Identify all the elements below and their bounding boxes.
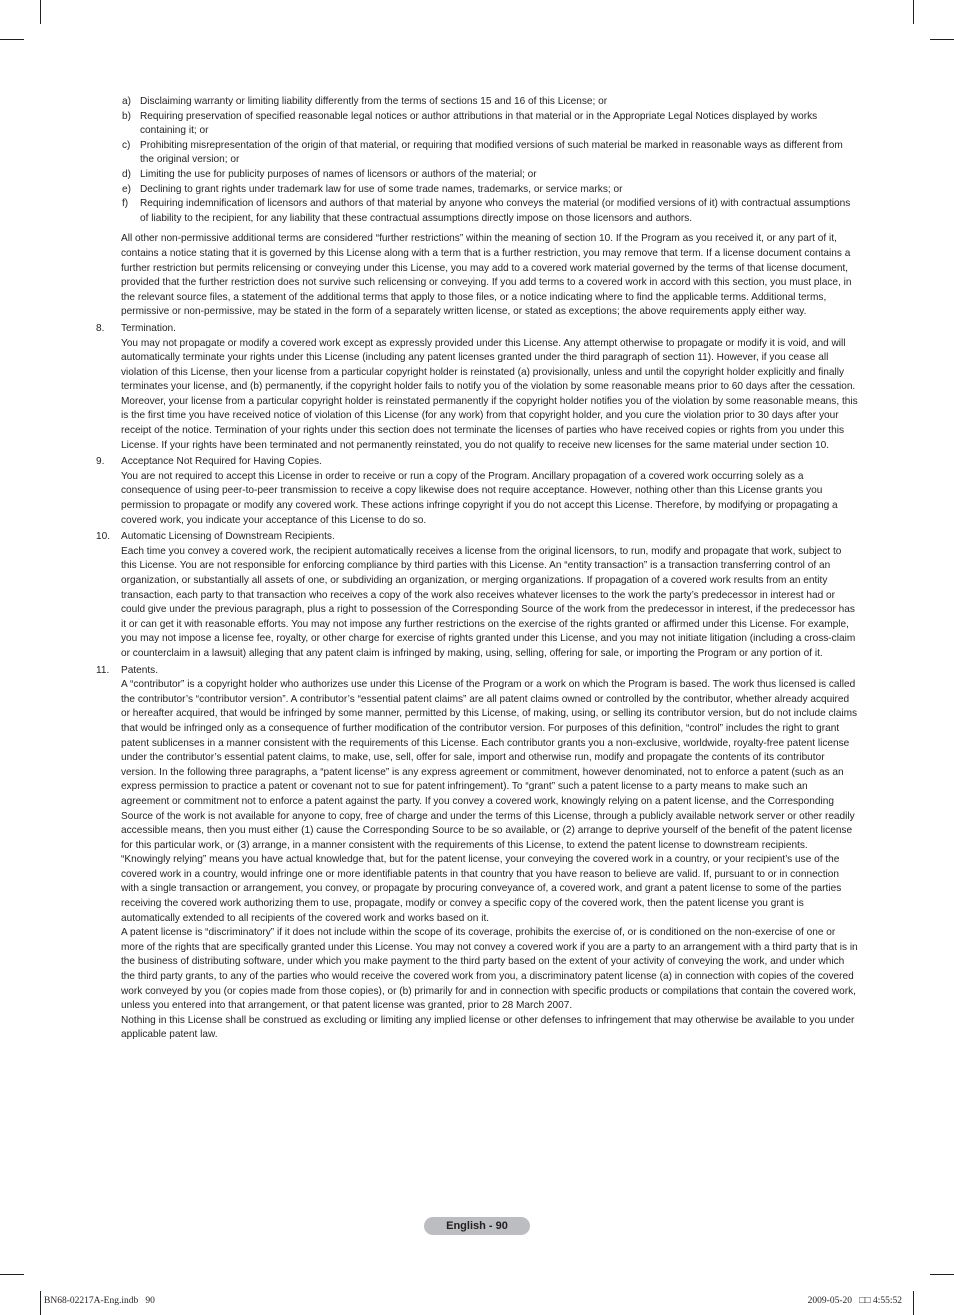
further-restrictions-paragraph: All other non-permissive additional terms are considered “further restrictions” within the meaning of section 10. If the Program as you received it, or any part of it, contains a notice stating that it is governed by this License along with a term that is a further restriction, you may remove that term. If a license document contains a further restriction but permits relicensing or conveying under this License, you may add to a covered work material governed by the terms of that license document, provided that the further restriction does not survive such relicensing or conveying. If you add terms to a covered work in accord with this section, you must place, in the relevant source files, a statement of the additional terms that apply to those files, or a notice indicating where to find the applicable terms. Additional terms, permissive or non-permissive, may be stated in the form of a separately written license, or stated as exceptions; the above requirements apply either way.: [121, 233, 852, 318]
list-item-text: Limiting the use for publicity purposes of names of licensors or authors of the material; or: [140, 168, 537, 180]
section-number: 11.: [96, 664, 110, 676]
list-item: [96, 183, 858, 198]
section-title: Acceptance Not Required for Having Copies.: [121, 456, 322, 468]
list-item-text: Requiring preservation of specified reasonable legal notices or author attributions in that material or in the Appropriate Legal Notices displayed by works containing it; or: [140, 110, 818, 137]
list-item-label: e): [122, 183, 131, 195]
list-item: [96, 110, 858, 139]
section-title: Patents.: [121, 664, 159, 676]
list-item-text: Requiring indemnification of licensors and authors of that material by anyone who conveys the material (or modified versions of it) with contractual assumptions of liability to the recipient, for any liability that these contractual assumptions directly impose on those licensors and authors.: [140, 198, 851, 224]
list-item-label: a): [122, 96, 131, 107]
license-section: [96, 664, 858, 1043]
crop-mark: [40, 0, 41, 24]
section-title: Termination.: [121, 322, 176, 334]
section-number: 10.: [96, 531, 111, 543]
crop-mark: [0, 39, 24, 40]
list-item: [96, 197, 858, 226]
crop-mark: [930, 39, 954, 40]
list-item-label: c): [122, 139, 131, 151]
list-item-label: f): [122, 198, 129, 210]
section-number: 9.: [96, 456, 105, 468]
license-text: [96, 95, 858, 1043]
footer-file-info: BN68-02217A-Eng.indb 90: [44, 1296, 155, 1306]
list-item-label: d): [122, 168, 131, 180]
crop-mark: [40, 1291, 41, 1315]
section-title: Automatic Licensing of Downstream Recipients.: [121, 531, 335, 543]
license-sections: [96, 322, 858, 1043]
page-number-badge: English - 90: [424, 1217, 530, 1235]
section-paragraph: You may not propagate or modify a covered work except as expressly provided under this License. Any attempt otherwise to propagate or modify it is void, and will automatically terminate your rights under this License (including any patent licenses granted under the third paragraph of section 11). However, if you cease all violation of this License, then your license from a particular copyright holder is reinstated (a) provisionally, unless and until the copyright holder explicitly and finally terminates your license, and (b) permanently, if the copyright holder fails to notify you of the violation by some reasonable means prior to 60 days after the cessation. Moreover, your license from a particular copyright holder is reinstated permanently if the copyright holder notifies you of the violation by some reasonable means, this is the first time you have received notice of violation of this License (for any work) from that copyright holder, and you cure the violation prior to 30 days after your receipt of the notice. Termination of your rights under this section does not terminate the licenses of parties who have received copies or rights from you under this License. If your rights have been terminated and not permanently reinstated, you do not qualify to receive new licenses for the same material under section 10.: [121, 337, 858, 451]
section-number: 8.: [96, 322, 105, 334]
footer-timestamp: 2009-05-20 □□ 4:55:52: [807, 1296, 902, 1306]
section-paragraph: Nothing in this License shall be construed as excluding or limiting any implied license or other defenses to infringement that may otherwise be available to you under applicable patent law.: [121, 1014, 855, 1041]
list-item: [96, 139, 858, 168]
restriction-list: [96, 95, 858, 226]
list-item-text: Prohibiting misrepresentation of the origin of that material, or requiring that modified versions of such material be marked in reasonable ways as different from the original version; or: [140, 139, 843, 166]
list-item-text: Disclaiming warranty or limiting liability differently from the terms of sections 15 and 16 of this License; or: [140, 96, 608, 107]
crop-mark: [913, 0, 914, 24]
license-section: [96, 455, 858, 528]
section-paragraph: A patent license is “discriminatory” if it does not include within the scope of its coverage, prohibits the exercise of, or is conditioned on the non-exercise of one or more of the rights that are specifically granted under this License. You may not convey a covered work if you are a party to an arrangement with a third party that is in the business of distributing software, under which you make payment to the third party based on the extent of your activity of conveying the work, and under which the third party grants, to any of the parties who would receive the covered work from you, a discriminatory patent license (a) in connection with copies of the covered work conveyed by you (or copies made from those copies), or (b) primarily for and in connection with specific products or compilations that contain the covered work, unless you entered into that arrangement, or that patent license was granted, prior to 28 March 2007.: [121, 927, 858, 1012]
list-item: [96, 95, 858, 110]
section-paragraph: A “contributor” is a copyright holder who authorizes use under this License of the Program or a work on which the Program is based. The work thus licensed is called the contributor’s “contributor version”. A contributor’s “essential patent claims” are all patent claims owned or controlled by the contributor, whether already acquired or hereafter acquired, that would be infringed by some manner, permitted by this License, of making, using, or selling its contributor version, but do not include claims that would be infringed only as a consequence of further modification of the contributor version. For purposes of this definition, “control” includes the right to grant patent sublicenses in a manner consistent with the requirements of this License. Each contributor grants you a non-exclusive, worldwide, royalty-free patent license under the contributor’s essential patent claims, to make, use, sell, offer for sale, import and otherwise run, modify and propagate the contents of its contributor version. In the following three paragraphs, a “patent license” is any express agreement or commitment, however denominated, not to enforce a patent (such as an express permission to practice a patent or covenant not to sue for patent infringement). To “grant” such a patent license to a party means to make such an agreement or commitment not to enforce a patent against the party. If you convey a covered work, knowingly relying on a patent license, and the Corresponding Source of the work is not available for anyone to copy, free of charge and under the terms of this License, through a publicly available network server or other readily accessible means, then you must either (1) cause the Corresponding Source to be so available, or (2) arrange to deprive yourself of the benefit of the patent license for this particular work, or (3) arrange, in a manner consistent with the requirements of this License, to extend the patent license to downstream recipients. “Knowingly relying” means you have actual knowledge that, but for the patent license, your conveying the covered work in a country, or your recipient’s use of the covered work in a country, would infringe one or more identifiable patents in that country that you have reason to believe are valid. If, pursuant to or in connection with a single transaction or arrangement, you convey, or propagate by procuring conveyance of, a covered work, and grant a patent license to some of the parties receiving the covered work authorizing them to use, propagate, modify or convey a specific copy of the covered work, then the patent license you grant is automatically extended to all recipients of the covered work and works based on it.: [121, 679, 858, 924]
list-item-text: Declining to grant rights under trademark law for use of some trade names, trademarks, or service marks; or: [140, 183, 623, 195]
list-item-label: b): [122, 110, 131, 122]
crop-mark: [913, 1291, 914, 1315]
crop-mark: [930, 1274, 954, 1275]
list-item: [96, 168, 858, 183]
license-section: [96, 322, 858, 453]
license-section: [96, 530, 858, 661]
crop-mark: [0, 1274, 24, 1275]
section-paragraph: You are not required to accept this License in order to receive or run a copy of the Program. Ancillary propagation of a covered work occurring solely as a consequence of using peer-to-peer transmission to receive a copy likewise does not require acceptance. However, nothing other than this License grants you permission to propagate or modify any covered work. These actions infringe copyright if you do not accept this License. Therefore, by modifying or propagating a covered work, you indicate your acceptance of this License to do so.: [121, 470, 838, 526]
section-paragraph: Each time you convey a covered work, the recipient automatically receives a license from the original licensors, to run, modify and propagate that work, subject to this License. You are not responsible for enforcing compliance by third parties with this License. An “entity transaction” is a transaction transferring control of an organization, or substantially all assets of one, or subdividing an organization, or merging organizations. If propagation of a covered work results from an entity transaction, each party to that transaction who receives a copy of the work also receives whatever licenses to the work the party’s predecessor in interest had or could give under the previous paragraph, plus a right to possession of the Corresponding Source of the work from the predecessor in interest, if the predecessor has it or can get it with reasonable efforts. You may not impose any further restrictions on the exercise of the rights granted or affirmed under this License. For example, you may not impose a license fee, royalty, or other charge for exercise of rights granted under this License, and you may not initiate litigation (including a cross-claim or counterclaim in a lawsuit) alleging that any patent claim is infringed by making, using, selling, offering for sale, or importing the Program or any portion of it.: [121, 545, 856, 659]
